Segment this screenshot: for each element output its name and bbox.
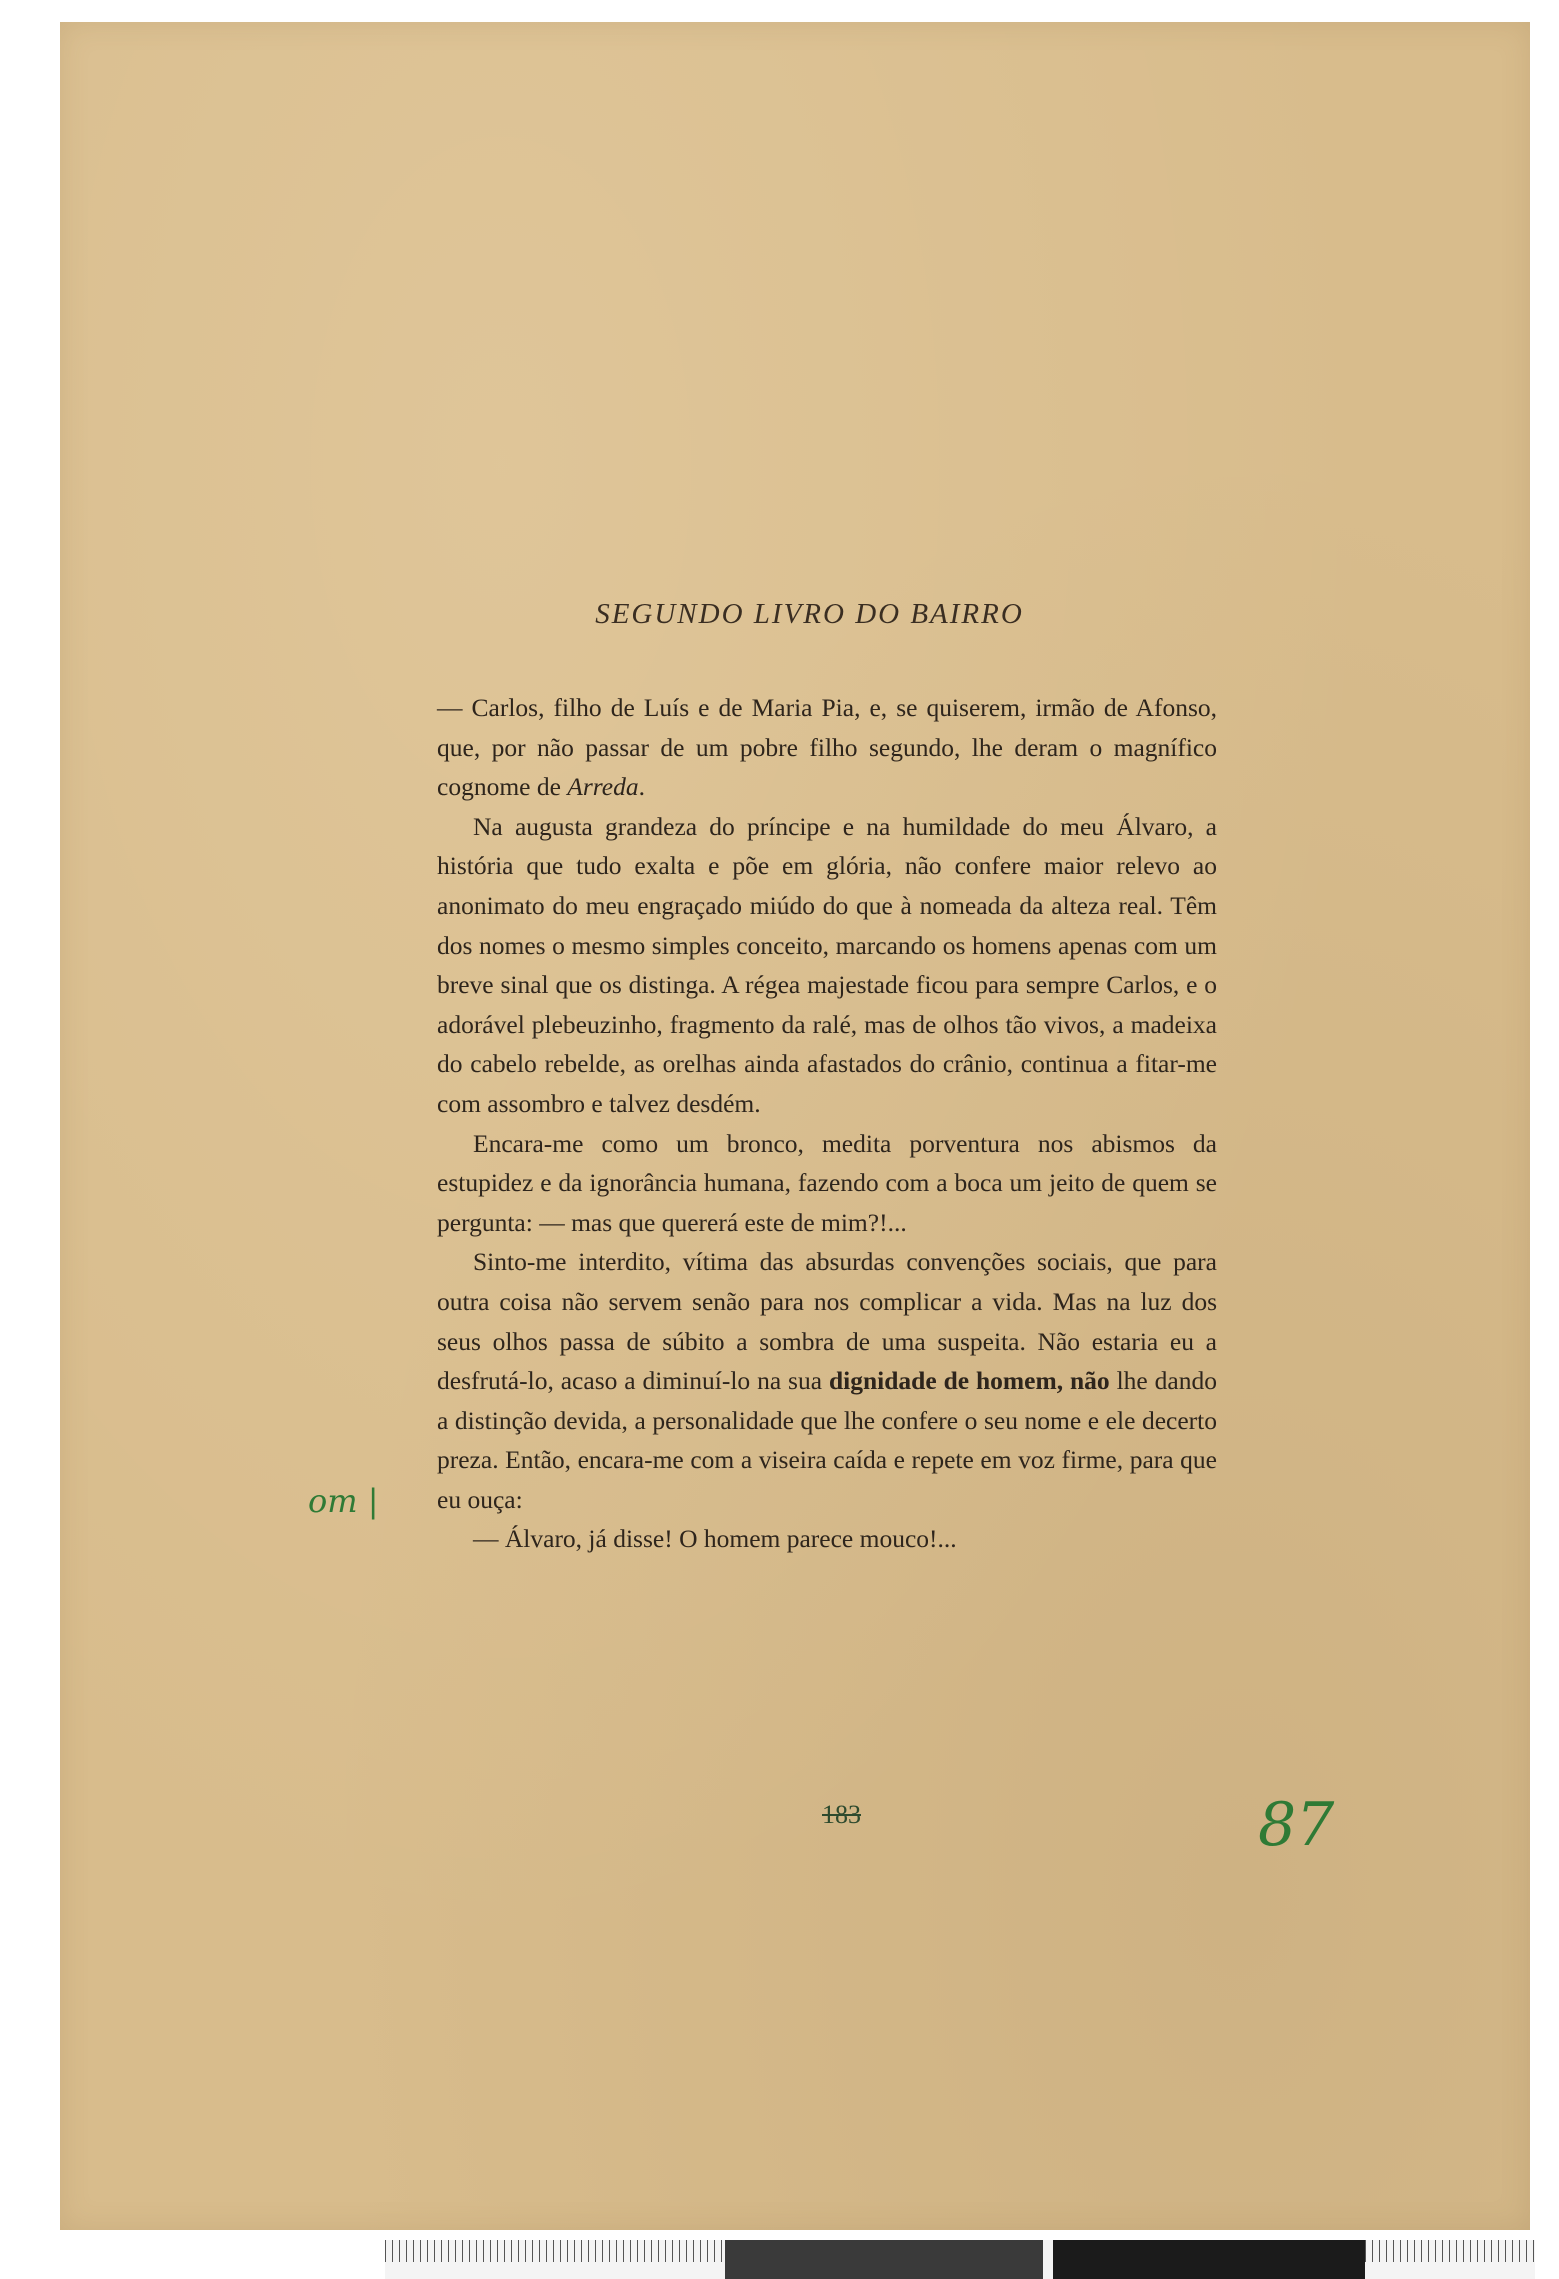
handwritten-folio-number: 87 bbox=[1258, 1790, 1335, 1860]
paragraph-text: — Álvaro, já disse! O homem parece mouco!... bbox=[473, 1524, 957, 1554]
paragraph-text: — Carlos, filho de Luís e de Maria Pia, e, se quiserem, irmão de Afonso, que, por não passar de um pobre filho segundo, lhe deram o magnífico cognome de bbox=[437, 693, 1217, 802]
paragraph-text: lhe dando a distinção devida, a personalidade que lhe confere o seu nome e ele decerto preza. Então, encara-me com a viseira caída e repete em voz firme, para que eu ouça: bbox=[437, 1366, 1217, 1514]
paragraph-text: Sinto-me interdito, vítima das absurdas convenções sociais, que para outra coisa não servem senão para nos complicar a vida. Mas na luz dos seus olhos passa de súbito a sombra de uma suspeita. Não estaria eu a desfrutá-lo, acaso a diminuí-lo na sua bbox=[437, 1247, 1217, 1396]
paragraph bbox=[437, 688, 1217, 807]
ruler-block-gray bbox=[725, 2240, 1043, 2279]
paragraph-text: dignidade de homem, não bbox=[828, 1366, 1110, 1396]
ruler-block-black bbox=[1053, 2240, 1365, 2279]
page-number: 183 bbox=[822, 1800, 861, 1829]
paragraph-text: Arreda bbox=[567, 772, 639, 802]
paragraph-text: Encara-me como um bronco, medita porventura nos abismos da estupidez e da ignorância humana, fazendo com a boca um jeito de quem se pergunta: — mas que quererá este de mim?!... bbox=[437, 1128, 1217, 1237]
paragraph bbox=[437, 1519, 1217, 1559]
ruler-ticks-right bbox=[1365, 2240, 1535, 2262]
chapter-title: SEGUNDO LIVRO DO BAIRRO bbox=[595, 598, 1024, 630]
scale-ruler bbox=[385, 2240, 1535, 2279]
body-text bbox=[437, 688, 1217, 1559]
handwritten-margin-note: om | bbox=[308, 1482, 379, 1520]
paragraph-text: Na augusta grandeza do príncipe e na humildade do meu Álvaro, a história que tudo exalta e põe em glória, não confere maior relevo ao anonimato do meu engraçado miúdo do que à nomeada da alteza real. Têm dos nomes o mesmo simples conceito, marcando os homens apenas com um breve sinal que os distinga. A régea majestade ficou para sempre Carlos, e o adorável plebeuzinho, fragmento da ralé, mas de olhos tão vivos, a madeixa do cabelo rebelde, as orelhas ainda afastados do crânio, continua a fitar-me com assombro e talvez desdém. bbox=[437, 811, 1217, 1118]
paragraph-text: . bbox=[638, 772, 645, 802]
paragraph bbox=[437, 1124, 1217, 1243]
ruler-ticks-left bbox=[385, 2240, 725, 2262]
paragraph bbox=[437, 1242, 1217, 1519]
paragraph bbox=[437, 807, 1217, 1124]
